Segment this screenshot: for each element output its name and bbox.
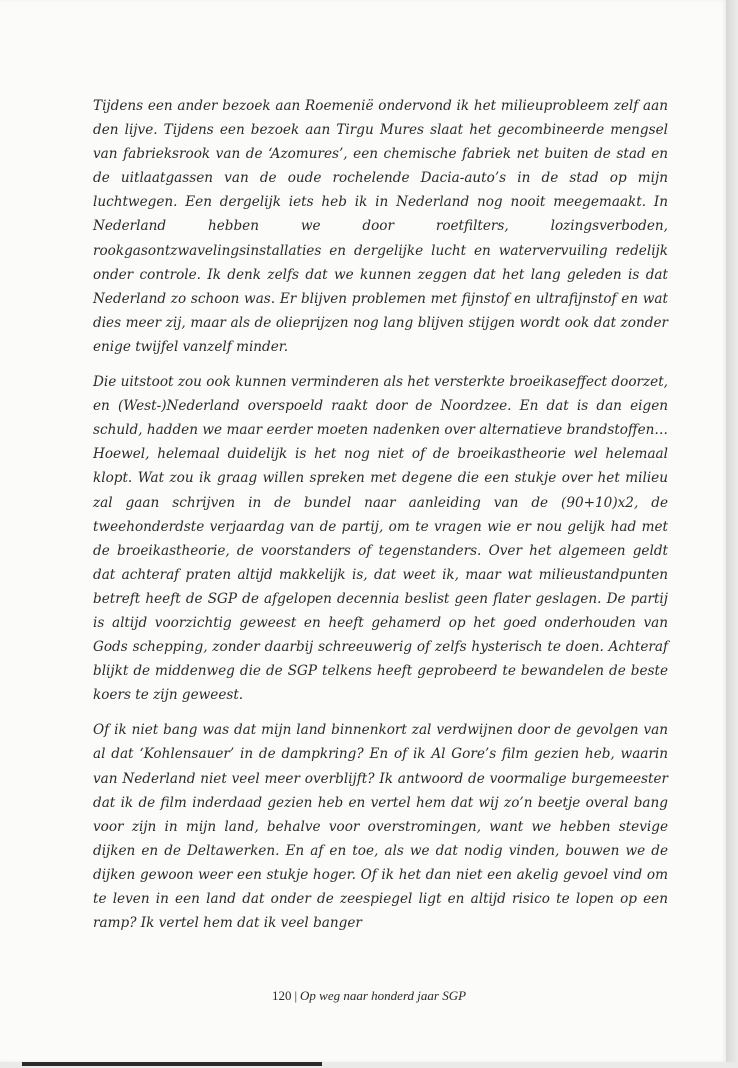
paragraph-2: Die uitstoot zou ook kunnen verminderen als het versterkte broeikaseffect doorzet, en (West-)Nederland overspoeld raakt door de Noordzee. En dat is dan eigen schuld, hadden we maar eerder moeten nadenken over alternatieve brandstoffen… Hoewel, helemaal duidelijk is het nog niet of de broeikastheorie wel helemaal klopt. Wat zou ik graag willen spreken met degene die een stukje over het milieu zal gaan schrijven in de bundel naar aanleiding van de (90+10)x2, de tweehonderdste verjaardag van de partij, om te vragen wie er nou gelijk had met de broeikastheorie, de voorstanders of tegenstanders. Over het algemeen geldt dat achteraf praten altijd makkelijk is, dat weet ik, maar wat milieustandpunten betreft heeft de SGP de afgelopen decennia beslist geen flater geslagen. De partij is altijd voorzichtig geweest en heeft gehamerd op het goed onderhouden van Gods schepping, zonder daarbij schreeuwerig of zelfs hysterisch te doen. Achteraf blijkt de middenweg die de SGP telkens heeft geprobeerd te bewandelen de beste koers te zijn geweest. xyxy=(93,374,668,704)
page-number: 120 xyxy=(271,988,292,1003)
running-title: Op weg naar honderd jaar SGP xyxy=(300,988,467,1003)
paragraph-1: Tijdens een ander bezoek aan Roemenië ondervond ik het milieuprobleem zelf aan den lijve. Tijdens een bezoek aan Tirgu Mures slaat het gecombineerde mengsel van fabrieksrook van de ‘Azomures’, een chemische fabriek net buiten de stad en de uitlaatgassen van de oude rochelende Dacia-auto’s in de stad op mijn luchtwegen. Een dergelijk iets heb ik in Nederland nog nooit meegemaakt. In Nederland hebben we door roetfilters, lozingsverboden, rookgasontzwavelingsinstallaties en dergelijke lucht en watervervuiling redelijk onder controle. Ik denk zelfs dat we kunnen zeggen dat het lang geleden is dat Nederland zo schoon was. Er blijven problemen met fijnstof en ultrafijnstof en wat dies meer zij, maar als de olieprijzen nog lang blijven stijgen wordt ook dat zonder enige twijfel vanzelf minder. xyxy=(93,98,668,355)
scan-bottom-bar xyxy=(22,1062,322,1066)
body-text xyxy=(93,94,668,935)
paragraph-3: Of ik niet bang was dat mijn land binnenkort zal verdwijnen door de gevolgen van al dat ‘Kohlensauer’ in de dampkring? En of ik Al Gore’s film gezien heb, waarin van Nederland niet veel meer overblijft? Ik antwoord de voormalige burgemeester dat ik de film inderdaad gezien heb en vertel hem dat wij zo’n beetje overal bang voor zijn in mijn land, behalve voor overstromingen, want we hebben stevige dijken en de Deltawerken. En af en toe, als we dat nodig vinden, bouwen we de dijken gewoon weer een stukje hoger. Of ik het dan niet een akelig gevoel vind om te leven in een land dat onder de zeespiegel ligt en altijd risico te lopen op een ramp? Ik vertel hem dat ik veel banger xyxy=(93,722,668,932)
page-footer xyxy=(0,988,738,1004)
page-edge-shadow xyxy=(726,0,738,1068)
footer-separator: | xyxy=(294,988,298,1003)
